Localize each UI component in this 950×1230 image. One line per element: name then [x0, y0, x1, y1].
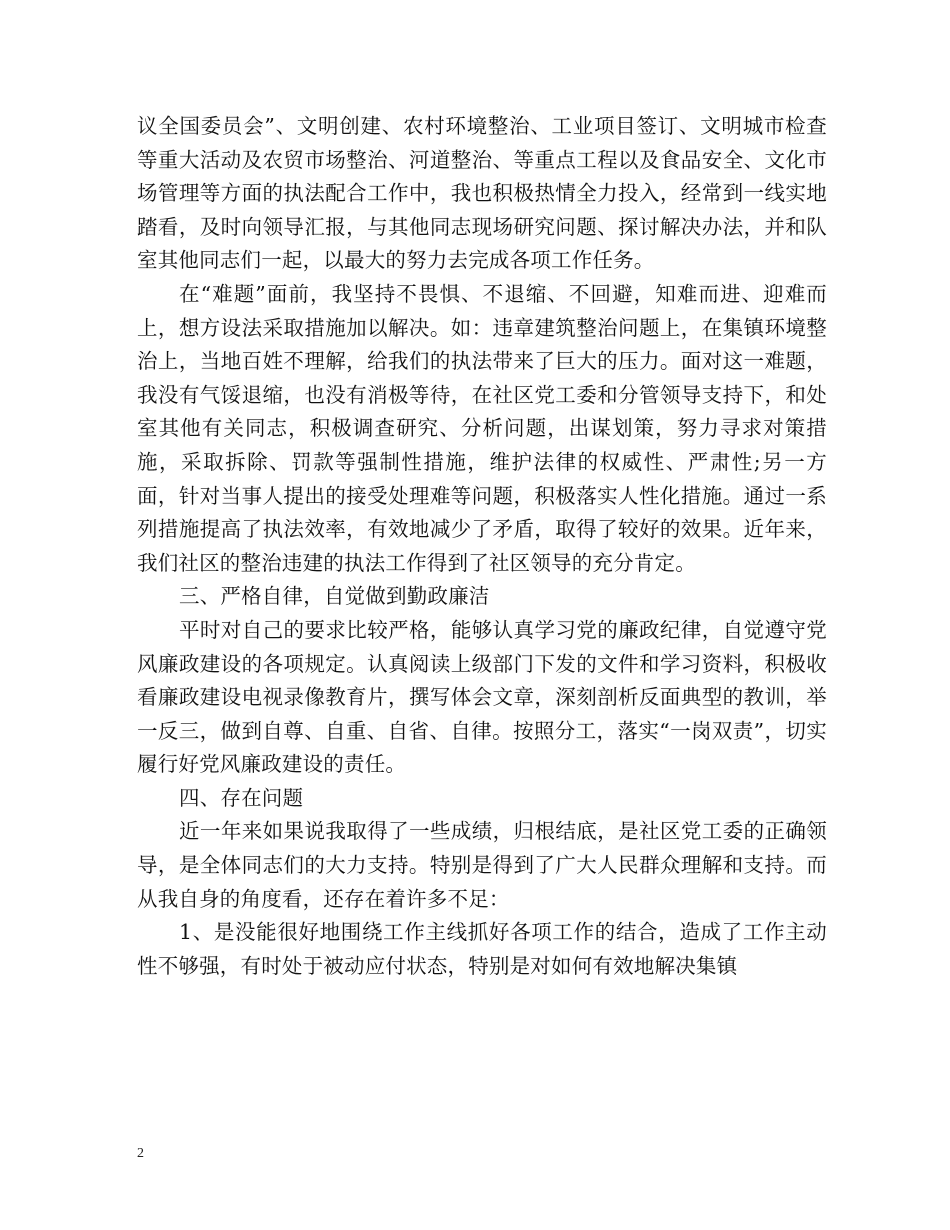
document-body — [137, 110, 827, 983]
paragraph-4: 平时对自己的要求比较严格，能够认真学习党的廉政纪律，自觉遵守党风廉政建设的各项规定。认真阅读上级部门下发的文件和学习资料，积极收看廉政建设电视录像教育片，撰写体会文章，深刻剖析反面典型的教训，举一反三，做到自尊、自重、自省、自律。按照分工，落实“一岗双责”，切实履行好党风廉政建设的责任。 — [137, 617, 827, 777]
paragraph-2: 在“难题”面前，我坚持不畏惧、不退缩、不回避，知难而进、迎难而上，想方设法采取措施加以解决。如：违章建筑整治问题上，在集镇环境整治上，当地百姓不理解，给我们的执法带来了巨大的压力。面对这一难题，我没有气馁退缩，也没有消极等待，在社区党工委和分管领导支持下，和处室其他有关同志，积极调查研究、分析问题，出谋划策，努力寻求对策措施，采取拆除、罚款等强制性措施，维护法律的权威性、严肃性;另一方面，针对当事人提出的接受处理难等问题，积极落实人性化措施。通过一系列措施提高了执法效率，有效地减少了矛盾，取得了较好的效果。近年来，我们社区的整治违建的执法工作得到了社区领导的充分肯定。 — [137, 281, 827, 575]
section-heading-3: 三、严格自律，自觉做到勤政廉洁 — [179, 584, 490, 609]
paragraph-1: 议全国委员会”、文明创建、农村环境整治、工业项目签订、文明城市检查等重大活动及农贸市场整治、河道整治、等重点工程以及食品安全、文化市场管理等方面的执法配合工作中，我也积极热情全力投入，经常到一线实地踏看，及时向领导汇报，与其他同志现场研究问题、探讨解决办法，并和队室其他同志们一起，以最大的努力去完成各项工作任务。 — [137, 114, 827, 273]
paragraph-6: 近一年来如果说我取得了一些成绩，归根结底，是社区党工委的正确领导，是全体同志们的大力支持。特别是得到了广大人民群众理解和支持。而从我自身的角度看，还存在着许多不足： — [137, 819, 827, 911]
section-heading-4: 四、存在问题 — [179, 785, 304, 810]
paragraph-7: 1、是没能很好地围绕工作主线抓好各项工作的结合，造成了工作主动性不够强，有时处于被动应付状态，特别是对如何有效地解决集镇 — [137, 920, 827, 978]
page-number: 2 — [137, 1146, 144, 1161]
